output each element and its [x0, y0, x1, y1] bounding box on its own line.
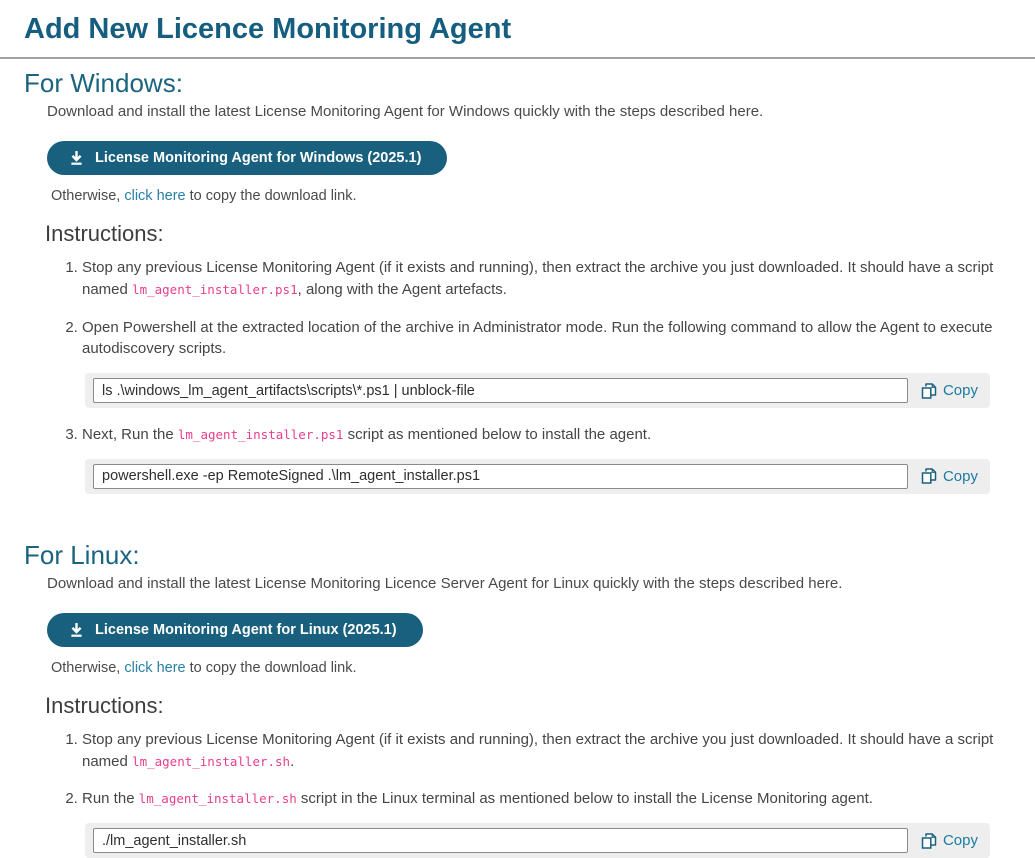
windows-instructions-heading: Instructions:	[45, 221, 164, 246]
copy-icon	[920, 467, 938, 485]
otherwise-suffix: to copy the download link.	[185, 659, 357, 676]
otherwise-prefix: Otherwise,	[51, 188, 125, 204]
windows-install-command-row	[85, 459, 990, 494]
windows-unblock-copy-button[interactable]	[918, 382, 980, 400]
windows-steps-list	[24, 257, 1011, 494]
linux-copy-link[interactable]: click here	[124, 659, 186, 676]
linux-install-copy-button[interactable]	[918, 832, 980, 850]
copy-button-label: Copy	[942, 467, 978, 485]
windows-copy-link[interactable]: click here	[124, 188, 186, 204]
page-title: Add New Licence Monitoring Agent	[24, 13, 512, 45]
windows-otherwise-line	[51, 188, 1011, 204]
copy-button-label: Copy	[942, 832, 978, 849]
windows-unblock-command-row	[85, 373, 990, 408]
step-text: Run the	[82, 790, 139, 808]
step-text: Next, Run the	[82, 426, 178, 443]
linux-steps-list	[24, 729, 1011, 858]
step-text: script as mentioned below to install the agent.	[343, 426, 652, 443]
download-icon	[69, 622, 84, 638]
otherwise-prefix: Otherwise,	[51, 659, 125, 676]
otherwise-suffix: to copy the download link.	[185, 188, 357, 204]
inline-code: lm_agent_installer.ps1	[132, 281, 298, 297]
windows-install-command-input[interactable]	[93, 464, 908, 489]
copy-button-label: Copy	[942, 382, 978, 399]
windows-install-copy-button[interactable]	[918, 467, 980, 485]
windows-unblock-command-input[interactable]	[93, 378, 908, 403]
linux-step-1	[82, 729, 1011, 773]
step-text: .	[290, 752, 295, 770]
linux-heading: For Linux:	[24, 539, 140, 570]
step-text: Stop any previous License Monitoring Agent (if it exists and running), then extract the archive you just downloaded. It should have a script named	[82, 730, 994, 770]
linux-install-command-input[interactable]	[93, 828, 908, 853]
inline-code: lm_agent_installer.ps1	[177, 427, 344, 442]
inline-code: lm_agent_installer.sh	[132, 753, 291, 769]
download-icon	[69, 150, 84, 166]
step-text: Stop any previous License Monitoring Agent (if it exists and running), then extract the archive you just downloaded. It should have a script named	[82, 259, 994, 298]
windows-step-3	[82, 424, 1011, 494]
linux-instructions-heading: Instructions:	[45, 692, 164, 718]
step-text: Open Powershell at the extracted location of the archive in Administrator mode. Run the following command to allow the Agent to execute autodiscovery scripts.	[82, 318, 993, 358]
linux-download-button-label: License Monitoring Agent for Linux (2025.1)	[95, 621, 397, 638]
page-header	[0, 0, 1035, 59]
windows-step-1	[82, 257, 1011, 301]
linux-step-2	[82, 788, 1011, 858]
windows-section	[24, 68, 1011, 494]
linux-section	[24, 540, 1011, 858]
windows-intro: Download and install the latest License Monitoring Agent for Windows quickly with the steps described here.	[47, 103, 764, 120]
copy-icon	[920, 832, 938, 850]
linux-intro: Download and install the latest License Monitoring Licence Server Agent for Linux quickly with the steps described here.	[47, 574, 843, 592]
windows-heading: For Windows:	[24, 68, 183, 98]
windows-step-2	[82, 317, 1011, 409]
step-text: script in the Linux terminal as mentioned below to install the License Monitoring agent.	[296, 790, 873, 808]
inline-code: lm_agent_installer.sh	[138, 791, 297, 807]
linux-install-command-row	[85, 823, 990, 858]
linux-otherwise-line	[51, 660, 1011, 676]
windows-download-button-label: License Monitoring Agent for Windows (2025.1)	[95, 150, 422, 166]
step-text: , along with the Agent artefacts.	[297, 280, 507, 298]
main-content	[0, 68, 1035, 858]
linux-download-button[interactable]	[47, 613, 423, 647]
windows-download-button[interactable]	[47, 141, 447, 175]
copy-icon	[920, 382, 938, 400]
